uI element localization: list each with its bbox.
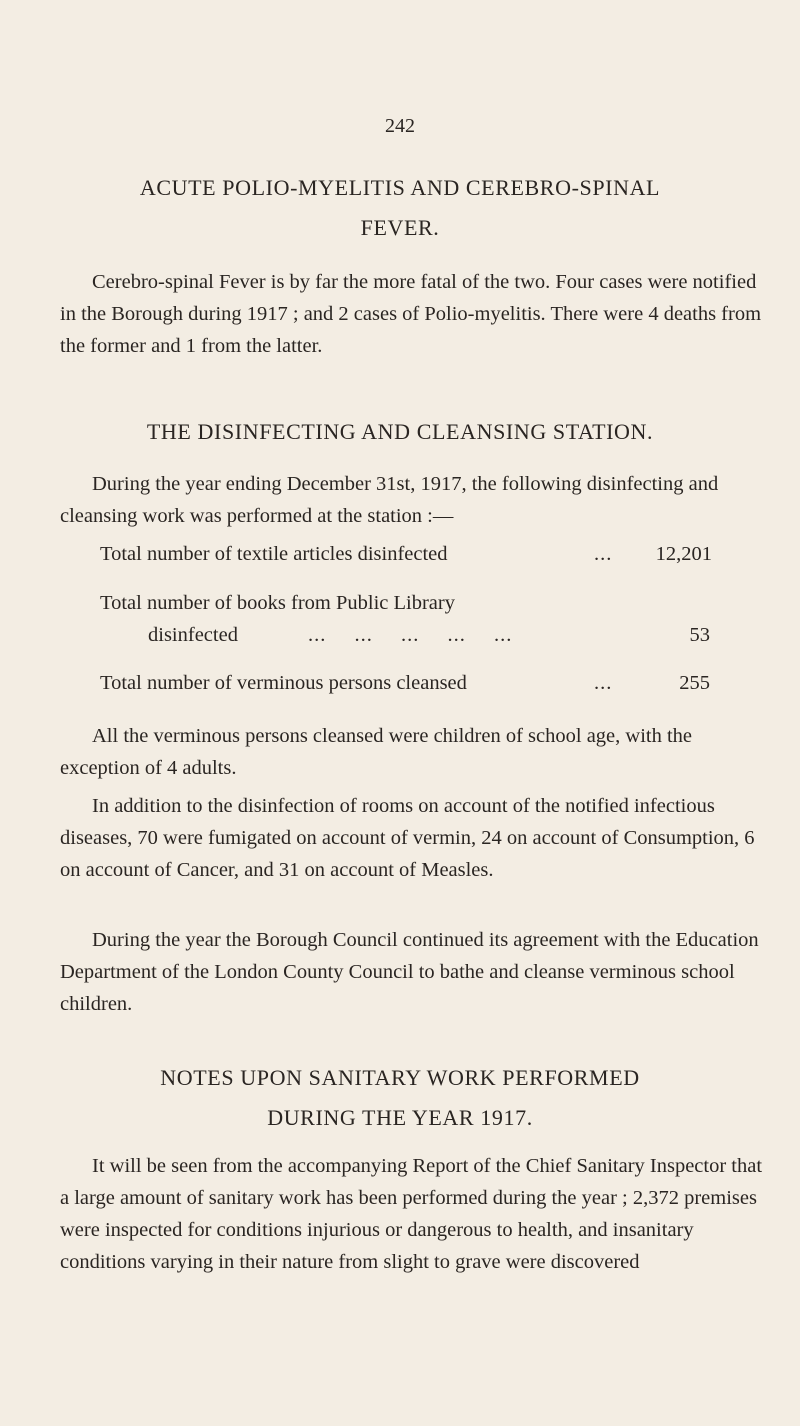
stat-label: Total number of verminous persons cleansed: [100, 672, 467, 694]
stat-label-line2: disinfected: [148, 624, 238, 646]
stat-value: 255: [679, 672, 710, 694]
paragraph-addition: In addition to the disinfection of rooms on account of the notified infectious diseases, 70 were fumigated on account of vermin, 24 on account of Consumption, 6 on account of Cancer, and 31 on account of Measles.: [60, 795, 755, 881]
paragraph-council: During the year the Borough Council continued its agreement with the Education Department of the London County Council to bathe and cleanse verminous school children.: [60, 929, 759, 1015]
section-heading-line1: NOTES UPON SANITARY WORK PERFORMED: [160, 1065, 640, 1090]
section-heading-sanitary: [60, 1058, 740, 1138]
stat-value: 12,201: [655, 543, 712, 565]
section-heading-disinfecting: THE DISINFECTING AND CLEANSING STATION.: [146, 419, 654, 444]
stat-label: Total number of textile articles disinfected: [100, 543, 448, 565]
section-heading-line2: DURING THE YEAR 1917.: [267, 1105, 533, 1130]
stat-label-line1: Total number of books from Public Library: [100, 592, 455, 614]
paragraph-children: All the verminous persons cleansed were children of school age, with the exception of 4 adults.: [60, 725, 693, 779]
leader-dots: ... ... ... ... ...: [308, 624, 513, 646]
stat-row-textiles: [0, 538, 800, 570]
stat-row-verminous: [0, 667, 800, 699]
stat-value: 53: [689, 624, 710, 646]
section-heading-line1: ACUTE POLIO-MYELITIS AND CEREBRO-SPINAL: [139, 175, 661, 200]
stat-row-books: [0, 587, 800, 651]
paragraph-cerebro-spinal: Cerebro-spinal Fever is by far the more fatal of the two. Four cases were notified in the Borough during 1917 ; and 2 cases of Polio-myelitis. There were 4 deaths from the former and 1 from the latter.: [60, 271, 762, 357]
page-number: 242: [385, 115, 415, 137]
section-heading-polio: [60, 168, 740, 248]
leader-dots: ...: [594, 672, 613, 694]
paragraph-sanitary-work: It will be seen from the accompanying Report of the Chief Sanitary Inspector that a large amount of sanitary work has been performed during the year ; 2,372 premises were inspected for conditions injurious or dangerous to health, and insanitary conditions varying in their nature from slight to grave were discovered: [60, 1155, 763, 1273]
leader-dots: ...: [594, 543, 613, 565]
section-heading-line2: FEVER.: [360, 215, 440, 240]
paragraph-disinfecting-intro: During the year ending December 31st, 1917, the following disinfecting and cleansing work was performed at the station :—: [60, 473, 719, 527]
